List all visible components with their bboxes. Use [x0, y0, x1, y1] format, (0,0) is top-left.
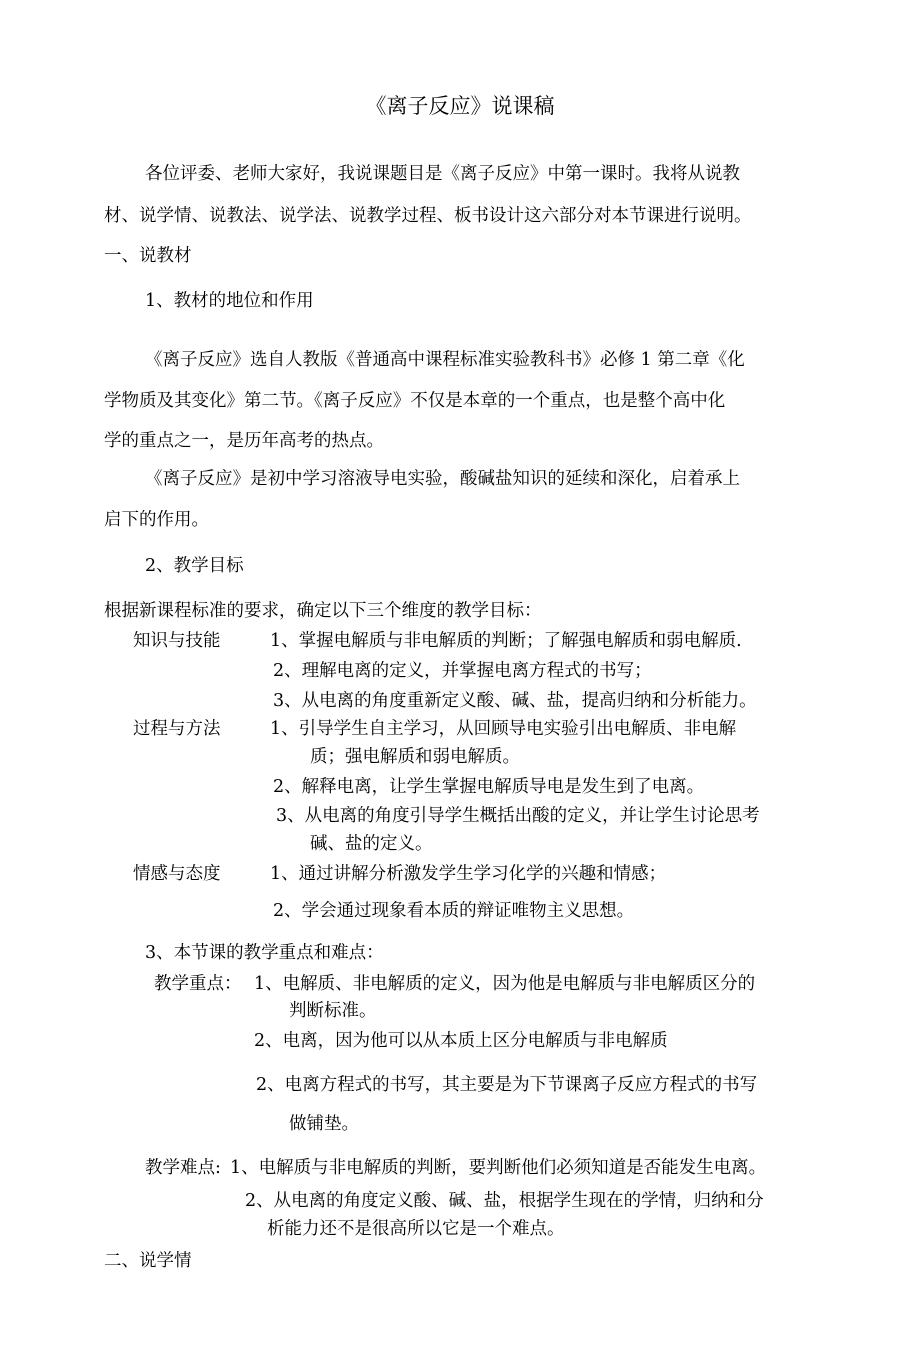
para-2-line-1: 《离子反应》是初中学习溶液导电实验，酸碱盐知识的延续和深化，启着承上	[145, 469, 740, 489]
para-1-line-1: 《离子反应》选自人教版《普通高中课程标准实验教科书》必修 1 第二章《化	[145, 350, 745, 370]
goal-process-2: 2、解释电离，让学生掌握电解质导电是发生到了电离。	[273, 777, 705, 797]
goal-knowledge-1: 1、掌握电解质与非电解质的判断；了解强电解质和弱电解质.	[270, 631, 742, 651]
goal-process-1a: 1、引导学生自主学习，从回顾导电实验引出电解质、非电解	[270, 719, 737, 739]
para-1-line-2: 学物质及其变化》第二节。《离子反应》不仅是本章的一个重点，也是整个高中化	[104, 391, 726, 411]
document-title: 《离子反应》说课稿	[365, 94, 555, 118]
goals-intro: 根据新课程标准的要求，确定以下三个维度的教学目标：	[104, 601, 542, 621]
goal-process-3a: 3、从电离的角度引导学生概括出酸的定义，并让学生讨论思考	[276, 806, 760, 826]
subsection-2-heading: 2、教学目标	[145, 556, 244, 576]
difficulty-1: 1、电解质与非电解质的判断，要判断他们必须知道是否能发生电离。	[230, 1158, 767, 1178]
goal-process-1b: 质；强电解质和弱电解质。	[310, 747, 520, 767]
goal-label-process: 过程与方法	[133, 719, 221, 739]
key-points-label: 教学重点：	[154, 974, 242, 994]
key-point-3b: 做铺垫。	[289, 1114, 359, 1134]
intro-line-1: 各位评委、老师大家好，我说课题目是《离子反应》中第一课时。我将从说教	[145, 164, 740, 184]
key-point-1b: 判断标准。	[289, 1001, 377, 1021]
para-1-line-3: 学的重点之一，是历年高考的热点。	[104, 431, 384, 451]
section-1-heading: 一、说教材	[104, 246, 192, 266]
key-point-3a: 2、电离方程式的书写，其主要是为下节课离子反应方程式的书写	[256, 1075, 758, 1095]
key-point-2: 2、电离，因为他可以从本质上区分电解质与非电解质	[254, 1031, 668, 1051]
difficulty-2b: 析能力还不是很高所以它是一个难点。	[267, 1219, 565, 1239]
goal-knowledge-3: 3、从电离的角度重新定义酸、碱、盐，提高归纳和分析能力。	[273, 691, 757, 711]
para-2-line-2: 启下的作用。	[104, 510, 209, 530]
goal-emotion-1: 1、通过讲解分析激发学生学习化学的兴趣和情感；	[270, 864, 667, 884]
goal-label-knowledge: 知识与技能	[133, 631, 221, 651]
section-2-heading: 二、说学情	[104, 1251, 192, 1271]
goal-process-3b: 碱、盐的定义。	[310, 834, 433, 854]
goal-knowledge-2: 2、理解电离的定义，并掌握电离方程式的书写；	[273, 661, 652, 681]
goal-label-emotion: 情感与态度	[133, 864, 221, 884]
key-point-1a: 1、电解质、非电解质的定义，因为他是电解质与非电解质区分的	[254, 974, 756, 994]
subsection-1-heading: 1、教材的地位和作用	[145, 291, 314, 311]
difficulty-2a: 2、从电离的角度定义酸、碱、盐，根据学生现在的学情，归纳和分	[245, 1191, 764, 1211]
subsection-3-heading: 3、本节课的教学重点和难点：	[145, 943, 384, 963]
intro-line-2: 材、说学情、说教法、说学法、说教学过程、板书设计这六部分对本节课进行说明。	[104, 206, 752, 226]
goal-emotion-2: 2、学会通过现象看本质的辩证唯物主义思想。	[273, 901, 635, 921]
difficulty-label: 教学难点:	[145, 1158, 221, 1178]
